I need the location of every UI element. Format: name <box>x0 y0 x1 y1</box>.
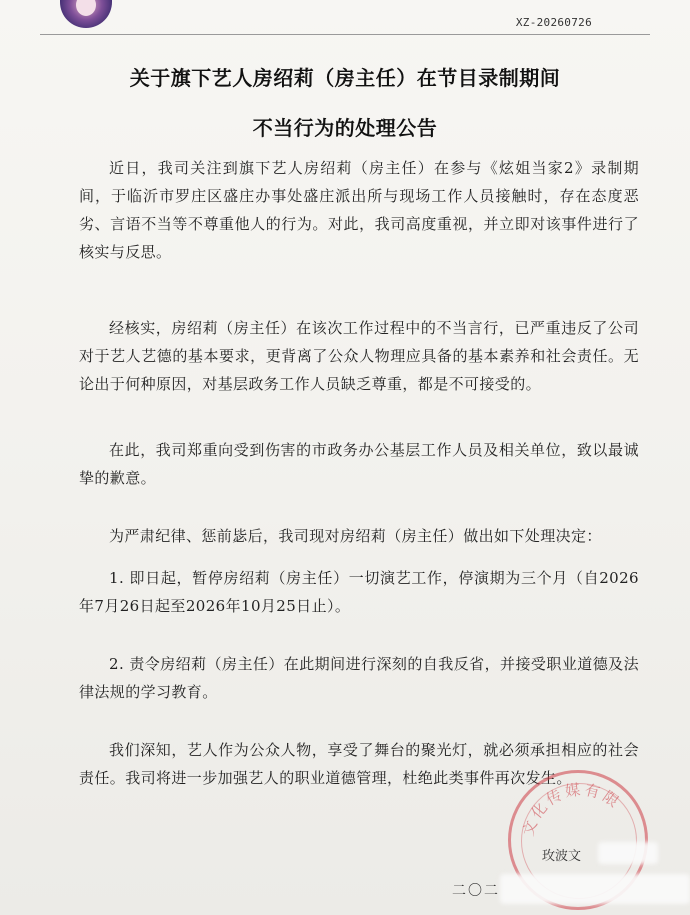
document-title-line-1: 关于旗下艺人房绍莉（房主任）在节目录制期间 <box>129 66 561 90</box>
decision-item-2: 2. 责令房绍莉（房主任）在此期间进行深刻的自我反省，并接受职业道德及法律法规的学习教育。 <box>79 655 639 701</box>
paragraph-apology: 在此，我司郑重向受到伤害的市政务办公基层工作人员及相关单位，致以最诚挚的歉意。 <box>79 441 639 487</box>
paragraph-closing: 我们深知，艺人作为公众人物，享受了舞台的聚光灯，就必须承担相应的社会责任。我司将进一步加强艺人的职业道德管理，杜绝此类事件再次发生。 <box>79 741 639 787</box>
signature-text: 玫波文 <box>542 849 582 864</box>
redaction-blur <box>500 874 690 904</box>
paragraph-intro: 近日，我司关注到旗下艺人房绍莉（房主任）在参与《炫姐当家2》录制期间，于临沂市罗庄区盛庄办事处盛庄派出所与现场工作人员接触时，存在态度恶劣、言语不当等不尊重他人的行为。对此，我司高度重视，并立即对该事件进行了核实与反思。 <box>79 159 639 261</box>
document-title-line-2: 不当行为的处理公告 <box>252 116 438 140</box>
decision-item-1: 1. 即日起，暂停房绍莉（房主任）一切演艺工作，停演期为三个月（自2026年7月26日起至2026年10月25日止）。 <box>79 569 639 615</box>
company-logo <box>60 0 112 28</box>
svg-text:文化传媒有限: 文化传媒有限 <box>519 780 625 839</box>
document-number: XZ-20260726 <box>515 16 592 29</box>
logo-face-icon <box>76 0 96 16</box>
header-divider <box>40 34 650 35</box>
paragraph-decision-intro: 为严肃纪律、惩前毖后，我司现对房绍莉（房主任）做出如下处理决定： <box>109 527 602 545</box>
redaction-blur <box>598 842 658 864</box>
issue-date: 二〇二 <box>452 883 500 899</box>
paragraph-verification: 经核实，房绍莉（房主任）在该次工作过程中的不当言行，已严重违反了公司对于艺人艺德的基本要求，更背离了公众人物理应具备的基本素养和社会责任。无论出于何种原因，对基层政务工作人员缺乏尊重，都是不可接受的。 <box>79 319 639 393</box>
